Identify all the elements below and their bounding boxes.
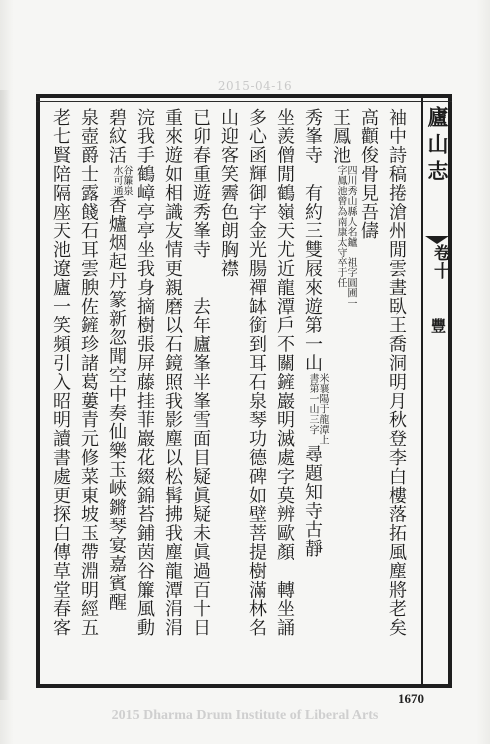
- text-column-8: 已卯春重遊秀峯寺 去年廬峯半峯雪面目疑眞疑未眞過百十日: [190, 108, 211, 638]
- text-column-2: 高顴俊骨見吾儔: [358, 108, 379, 241]
- text-column-3: [329, 108, 355, 678]
- note-line-right: 四川秀山縣人名鑪: [345, 164, 356, 248]
- note-line-right: 米襄陽于龍潭上: [317, 372, 328, 445]
- poem-title-line: 秀峯寺 有約三雙屐來遊第一山: [302, 108, 323, 373]
- note2-line-left: 卒于任: [335, 257, 346, 289]
- text-column-13: 老七賢陪隔座天池遼廬一笑頻引入昭明讀書處更探白傳草堂春客: [50, 108, 71, 638]
- note-line-left: 水可通: [111, 164, 122, 196]
- note-line-left: 書第一山三字: [307, 372, 318, 435]
- text-column-6: 多心函輝御宇金光腸禪缽銜到耳石泉琴功德碑如壁菩提樹滿林名: [246, 108, 267, 638]
- book-gutter-shadow: [0, 90, 10, 700]
- text-column-11: [105, 108, 131, 678]
- date-watermark: 2015-04-16: [217, 79, 293, 93]
- interlinear-note-2: [335, 257, 355, 309]
- interlinear-note: [111, 165, 131, 196]
- interlinear-note: [335, 165, 355, 258]
- interlinear-note: [307, 373, 327, 445]
- folio-mark: 豐: [429, 318, 447, 333]
- note-line-right: 谷簾泉: [121, 164, 132, 196]
- text-continuation: 尋題知寺古靜: [302, 444, 323, 559]
- text-continuation: 香爐烟起丹篆新忽聞空中奏仙樂玉峽鏘琴宴嘉賓醒: [106, 195, 127, 612]
- note2-line-right: 祖字圓圃一: [345, 257, 356, 309]
- frame-inner-rule: [36, 101, 452, 102]
- poem-title: 王鳳池: [330, 108, 351, 165]
- text-column-7: 山迎客笑霽色朗胸襟: [218, 108, 239, 279]
- text-column-10: 浣我手鶴嶂亭亭坐我身摘樹張屏藤挂菲巖花綴錦苔鋪茵谷簾風動: [134, 108, 155, 638]
- text-column-9: 重來遊如相識友情更親磨以石鏡照我影塵以松髯拂我塵龍潭涓涓: [162, 108, 183, 638]
- text-column-4: [301, 108, 327, 678]
- footer-watermark: 2015 Dharma Drum Institute of Liberal Arts: [111, 708, 379, 723]
- text-column-5: 坐羨僧閒鶴嶺天尤近龍潭戶不關鏟巖明滅處字莫辨歐顏 轉坐誦: [274, 108, 295, 638]
- text-lead: 碧紋活: [106, 108, 127, 165]
- book-title: 廬山志: [425, 106, 450, 187]
- page-number: 1670: [398, 691, 424, 706]
- text-column-1: 袖中詩稿捲滄州閒雲晝臥王喬洞明月秋登李白樓落拓風塵將老矣: [386, 108, 407, 638]
- text-column-12: 泉壺爵士露餞石耳雲腴佐鏟珍諸葛蔞青元修菜東坡玉帶淵明經五: [78, 108, 99, 638]
- note-line-left: 字鳳池曾為南康太守: [335, 164, 346, 258]
- volume-label: 卷十: [430, 244, 450, 280]
